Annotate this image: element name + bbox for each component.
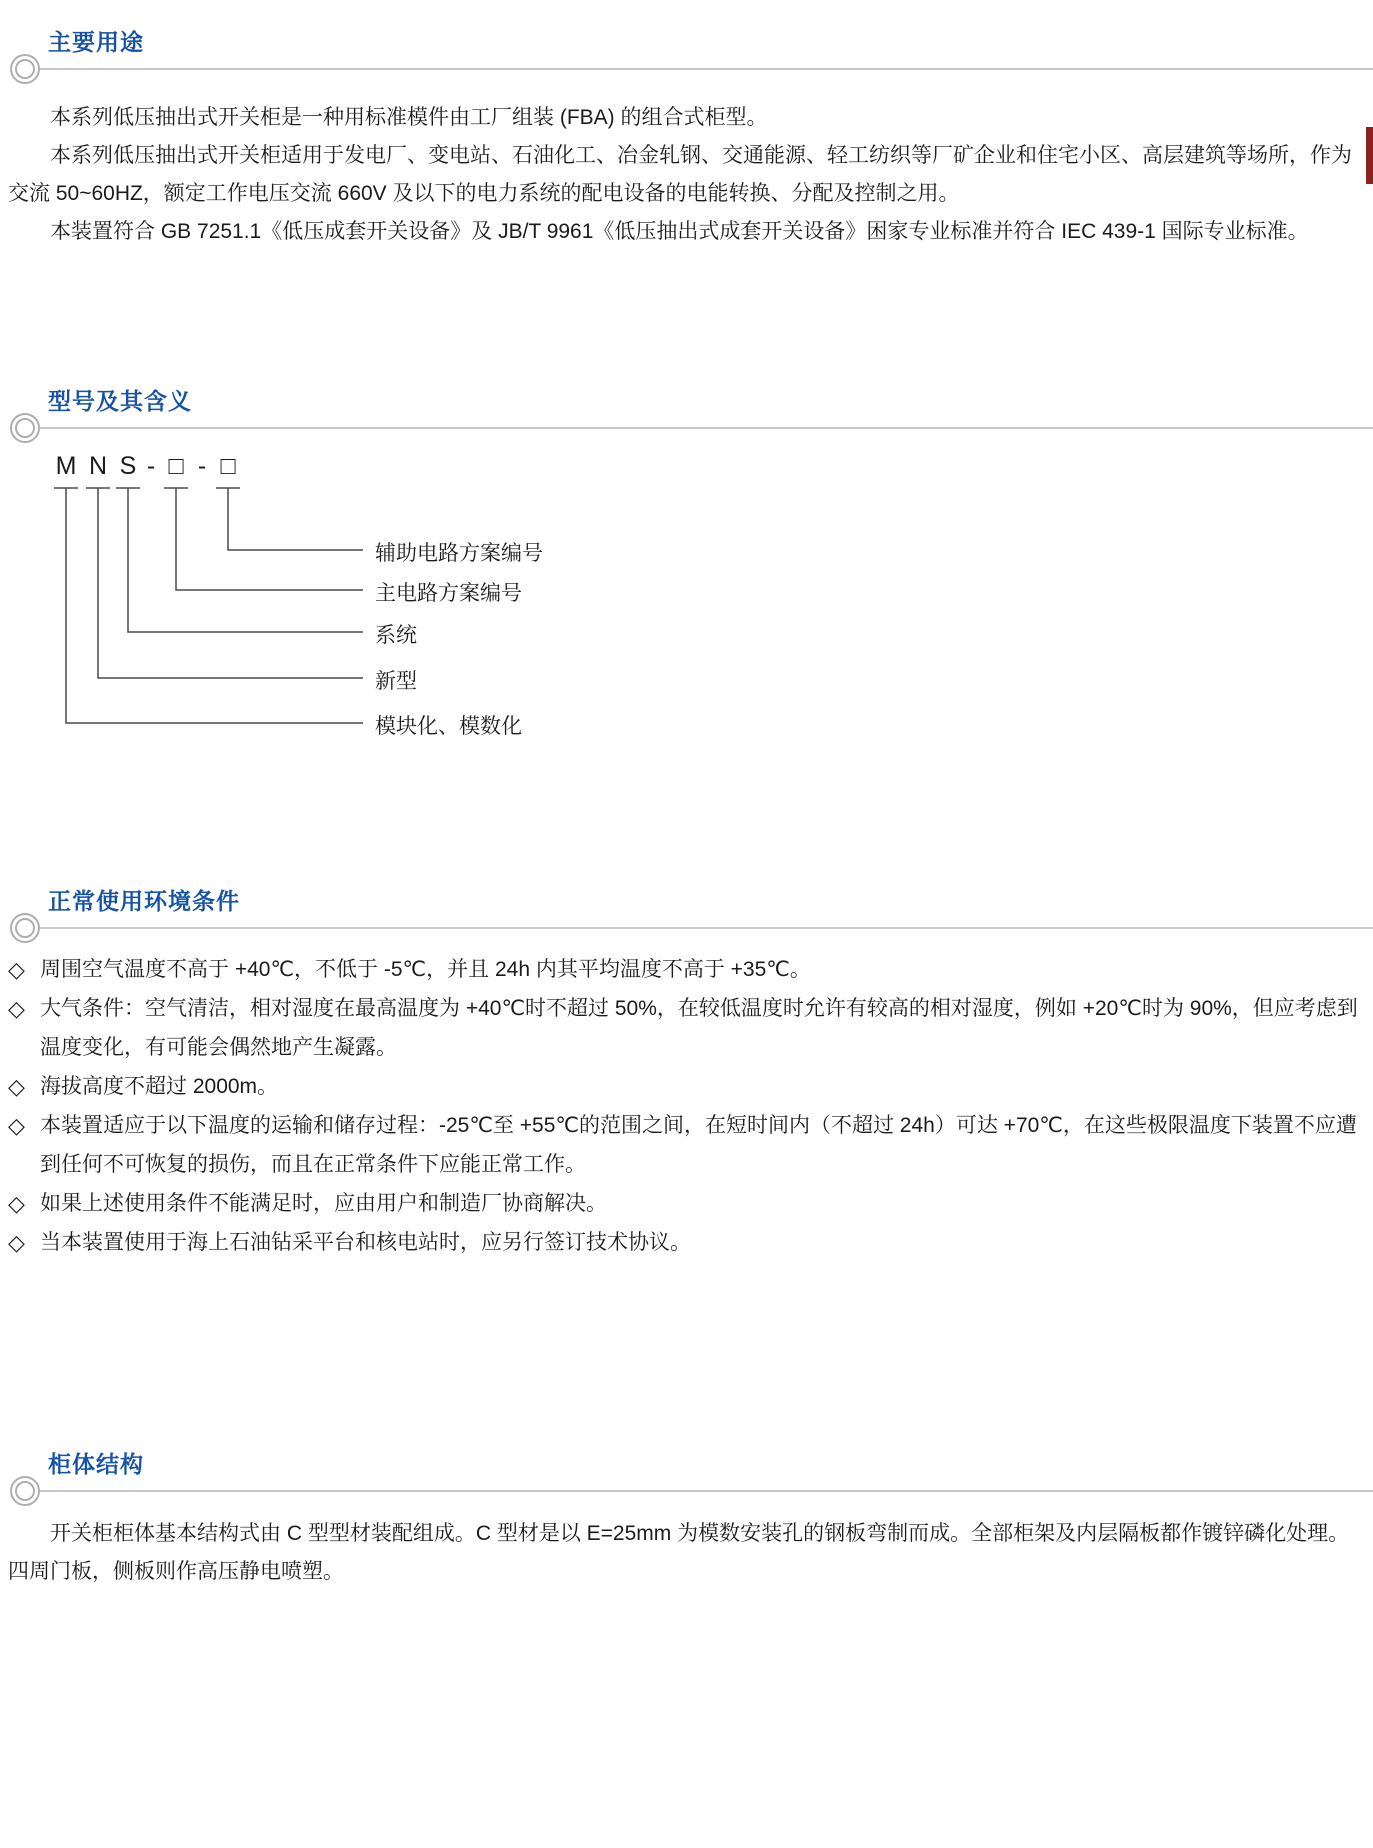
bullet-text: 海拔高度不超过 2000m。 (40, 1075, 279, 1098)
model-code-diagram (0, 450, 640, 755)
section-cabinet-structure (0, 1448, 1373, 1591)
model-char: □ (220, 452, 236, 480)
binder-ring-icon (8, 52, 42, 86)
structure-paragraph: 开关柜柜体基本结构式由 C 型型材装配组成。C 型材是以 E=25mm 为模数安装孔的钢板弯制而成。全部柜架及内层隔板都作镀锌磷化处理。四周门板，侧板则作高压静电喷塑。 (8, 1522, 1350, 1583)
diamond-bullet-icon: ◇ (8, 957, 25, 982)
section-divider (0, 1490, 1373, 1493)
model-char: M (55, 452, 77, 480)
model-label-system: 系统 (375, 624, 417, 647)
section-title: 型号及其含义 (48, 388, 192, 414)
bullet-text: 周围空气温度不高于 +40℃，不低于 -5℃，并且 24h 内其平均温度不高于 +35℃。 (40, 958, 811, 981)
model-label-main-circuit: 主电路方案编号 (375, 582, 522, 605)
environment-bullet-list (8, 950, 1366, 1262)
model-char: □ (168, 452, 184, 480)
section-main-usage (0, 26, 1373, 251)
binder-ring-icon (8, 1474, 42, 1508)
binder-ring-icon (8, 411, 42, 445)
diamond-bullet-icon: ◇ (8, 996, 25, 1021)
section-title: 正常使用环境条件 (48, 888, 240, 914)
list-item (8, 989, 1366, 1067)
model-char: S (119, 452, 137, 480)
usage-body (8, 99, 1366, 251)
diamond-bullet-icon: ◇ (8, 1113, 25, 1138)
model-char: N (88, 452, 108, 480)
usage-paragraph: 本系列低压抽出式开关柜是一种用标准模件由工厂组装 (FBA) 的组合式柜型。 (50, 106, 768, 129)
list-item (8, 1106, 1366, 1184)
section-title: 主要用途 (48, 29, 144, 55)
bullet-text: 当本装置使用于海上石油钻采平台和核电站时，应另行签订技术协议。 (40, 1231, 691, 1254)
divider-line (22, 427, 1373, 429)
usage-paragraph: 本装置符合 GB 7251.1《低压成套开关设备》及 JB/T 9961《低压抽出式成套开关设备》困家专业标准并符合 IEC 439-1 国际专业标准。 (50, 220, 1309, 243)
model-label-aux-circuit: 辅助电路方案编号 (375, 542, 543, 565)
bullet-text: 大气条件：空气清洁，相对湿度在最高温度为 +40℃时不超过 50%，在较低温度时允许有较高的相对湿度，例如 +20℃时为 90%，但应考虑到温度变化，有可能会偶然地产生凝露。 (40, 997, 1358, 1059)
model-char: - (197, 452, 207, 480)
section-title: 柜体结构 (48, 1451, 144, 1477)
model-label-new-type: 新型 (375, 670, 417, 693)
divider-line (22, 1490, 1373, 1492)
model-char: - (146, 452, 156, 480)
diamond-bullet-icon: ◇ (8, 1191, 25, 1216)
binder-ring-icon (8, 911, 42, 945)
list-item (8, 1223, 1366, 1262)
section-divider (0, 68, 1373, 71)
diamond-bullet-icon: ◇ (8, 1074, 25, 1099)
section-environment-conditions (0, 885, 1373, 1262)
bullet-text: 本装置适应于以下温度的运输和储存过程：-25℃至 +55℃的范围之间，在短时间内（不超过 24h）可达 +70℃，在这些极限温度下装置不应遭到任何不可恢复的损伤，而且在正常条件下应能正常工作。 (40, 1114, 1357, 1176)
divider-line (22, 927, 1373, 929)
model-diagram-lines (0, 450, 640, 755)
usage-paragraph: 本系列低压抽出式开关柜适用于发电厂、变电站、石油化工、冶金轧钢、交通能源、轻工纺织等厂矿企业和住宅小区、高层建筑等场所，作为交流 50~60HZ，额定工作电压交流 660V 及以下的电力系统的配电设备的电能转换、分配及控制之用。 (8, 144, 1352, 205)
diamond-bullet-icon: ◇ (8, 1230, 25, 1255)
section-divider (0, 427, 1373, 430)
structure-body (8, 1515, 1366, 1591)
section-model-meaning (0, 385, 1373, 755)
model-label-modular: 模块化、模数化 (375, 715, 522, 738)
divider-line (22, 68, 1373, 70)
section-divider (0, 927, 1373, 930)
bullet-text: 如果上述使用条件不能满足时，应由用户和制造厂协商解决。 (40, 1192, 607, 1215)
list-item (8, 1184, 1366, 1223)
list-item (8, 950, 1366, 989)
list-item (8, 1067, 1366, 1106)
